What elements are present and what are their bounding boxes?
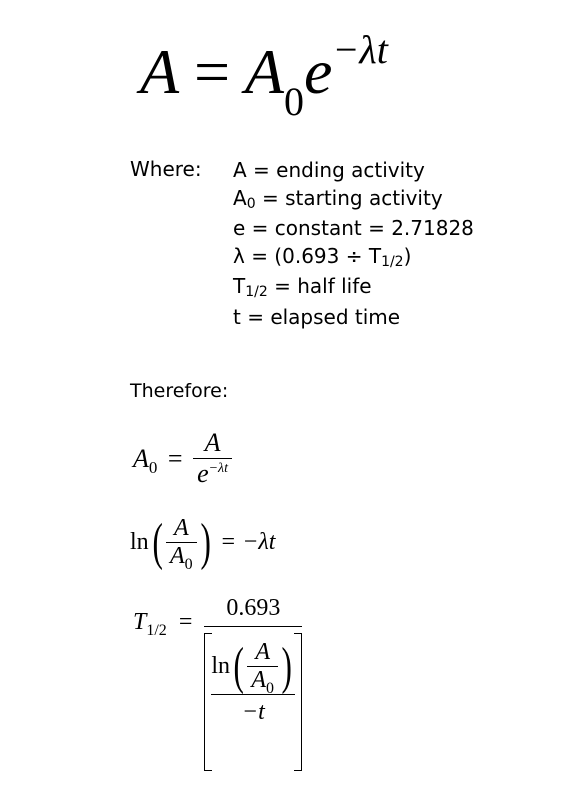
eq2-right-paren: ) <box>200 513 211 571</box>
therefore-label: Therefore: <box>130 380 229 402</box>
eq2-ln: ln <box>130 529 149 555</box>
eq1-equals: = <box>167 443 183 473</box>
eq3-outer-denominator: −t <box>211 694 295 726</box>
definition-subscript: 0 <box>246 195 256 212</box>
eq2-denominator: $A_0$ <box>166 542 197 570</box>
eq3-lhs: $T_{1/2}$ <box>133 609 167 639</box>
main-eq-equals: = <box>193 36 231 107</box>
eq2-numerator: A <box>174 515 189 541</box>
eq3-left-paren: ( <box>233 637 244 695</box>
eq3-numerator: 0.693 <box>226 595 281 621</box>
eq2-left-paren: ( <box>152 513 163 571</box>
definition-text: ) <box>403 243 412 268</box>
eq3-inner-fraction <box>211 639 295 726</box>
definition-lambda <box>233 243 474 274</box>
definition-text: λ = (0.693 ÷ T <box>233 243 382 268</box>
eq1-numerator: A <box>204 428 221 457</box>
definition-text: e = constant = 2.71828 <box>233 216 474 240</box>
equation-log-ratio <box>130 513 276 573</box>
main-eq-exponent: −λt <box>332 27 388 72</box>
eq3-inner-log <box>211 637 295 697</box>
eq3-inner-denominator: $A_0$ <box>247 666 278 694</box>
eq3-log-fraction <box>247 639 278 697</box>
definition-subscript: 1/2 <box>381 253 404 270</box>
definitions-list <box>233 157 474 331</box>
definition-starting-activity <box>233 185 474 216</box>
definition-text: = half life <box>267 274 372 298</box>
equation-half-life <box>133 595 302 771</box>
eq2-rhs: = −λt <box>220 529 276 555</box>
main-eq-lhs: A <box>140 36 178 107</box>
eq1-lhs: $A_0$ <box>133 443 158 477</box>
eq3-fraction <box>204 595 302 771</box>
main-eq-base: A <box>244 36 284 107</box>
definition-text: = starting activity <box>255 185 443 210</box>
definition-constant-e <box>233 215 474 243</box>
eq1-denominator: $e^{-\lambda t}$ <box>193 458 232 489</box>
definition-text: A <box>233 185 247 210</box>
main-equation <box>140 27 388 124</box>
eq2-fraction <box>166 515 197 573</box>
definition-text: A = ending activity <box>233 158 425 182</box>
definition-subscript: 1/2 <box>245 284 268 300</box>
definition-text: t = elapsed time <box>233 304 401 329</box>
main-eq-base-sub: 0 <box>283 79 304 124</box>
eq3-denominator <box>204 626 302 771</box>
eq3-equals: = <box>178 609 193 635</box>
definition-elapsed-time <box>233 304 474 332</box>
eq3-right-paren: ) <box>281 637 292 695</box>
equation-initial-activity <box>133 428 232 489</box>
eq3-ln: ln <box>211 653 231 679</box>
definition-half-life <box>233 273 474 304</box>
definition-ending-activity <box>233 157 474 185</box>
eq1-fraction <box>193 428 232 489</box>
eq3-inner-numerator: A <box>255 639 271 665</box>
main-eq-exp-base: e <box>303 36 333 107</box>
where-label: Where: <box>130 157 202 181</box>
eq3-bracket <box>204 633 302 771</box>
definition-text: T <box>233 274 246 298</box>
